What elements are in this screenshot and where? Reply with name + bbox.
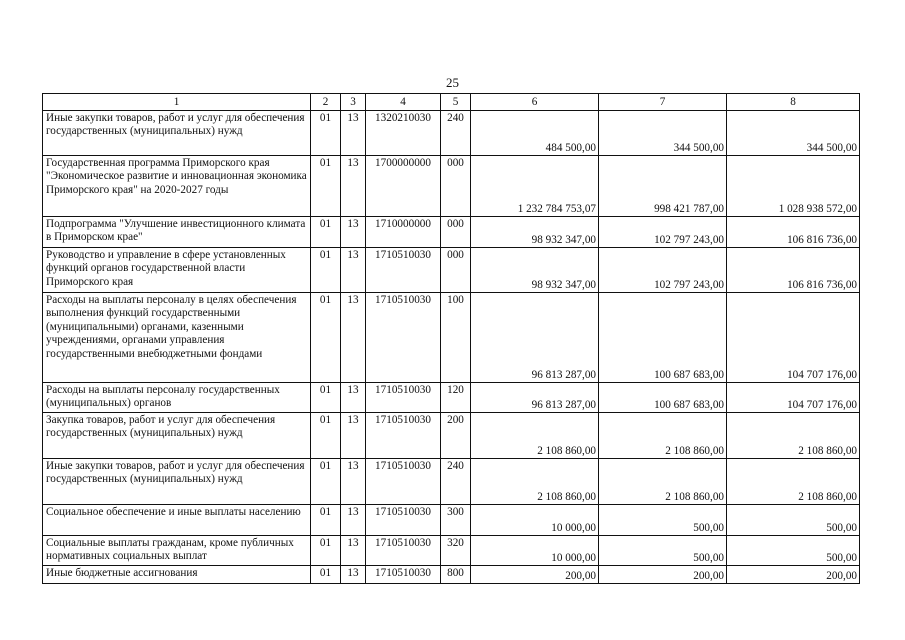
- amount-col-8: 104 707 176,00: [727, 293, 860, 383]
- section-code: 01: [311, 536, 341, 566]
- target-article-code: 1710510030: [366, 505, 441, 536]
- table-row: [43, 505, 860, 536]
- amount-col-8: 500,00: [727, 536, 860, 566]
- section-code: 01: [311, 413, 341, 459]
- expense-type-code: 240: [441, 111, 471, 156]
- table-header-row: [43, 94, 860, 111]
- table-row: [43, 293, 860, 383]
- table-row: [43, 566, 860, 584]
- section-code: 01: [311, 459, 341, 505]
- row-name: Социальное обеспечение и иные выплаты населению: [43, 505, 311, 536]
- expense-type-code: 320: [441, 536, 471, 566]
- row-name: Государственная программа Приморского края "Экономическое развитие и инновационная экономика Приморского края" на 2020-2027 годы: [43, 156, 311, 217]
- amount-col-7: 2 108 860,00: [599, 459, 727, 505]
- row-name: Закупка товаров, работ и услуг для обеспечения государственных (муниципальных) нужд: [43, 413, 311, 459]
- subsection-code: 13: [341, 248, 366, 293]
- target-article-code: 1710510030: [366, 459, 441, 505]
- amount-col-6: 484 500,00: [471, 111, 599, 156]
- section-code: 01: [311, 293, 341, 383]
- table-row: [43, 459, 860, 505]
- section-code: 01: [311, 111, 341, 156]
- subsection-code: 13: [341, 413, 366, 459]
- expense-type-code: 240: [441, 459, 471, 505]
- target-article-code: 1710510030: [366, 566, 441, 584]
- budget-table: [42, 93, 860, 584]
- table-row: [43, 111, 860, 156]
- column-header: 6: [471, 94, 599, 111]
- amount-col-7: 100 687 683,00: [599, 383, 727, 413]
- expense-type-code: 120: [441, 383, 471, 413]
- expense-type-code: 000: [441, 156, 471, 217]
- row-name: Иные бюджетные ассигнования: [43, 566, 311, 584]
- section-code: 01: [311, 566, 341, 584]
- target-article-code: 1700000000: [366, 156, 441, 217]
- target-article-code: 1320210030: [366, 111, 441, 156]
- column-header: 3: [341, 94, 366, 111]
- subsection-code: 13: [341, 383, 366, 413]
- amount-col-8: 2 108 860,00: [727, 413, 860, 459]
- amount-col-6: 10 000,00: [471, 536, 599, 566]
- amount-col-7: 102 797 243,00: [599, 217, 727, 248]
- amount-col-8: 106 816 736,00: [727, 248, 860, 293]
- target-article-code: 1710510030: [366, 248, 441, 293]
- column-header: 4: [366, 94, 441, 111]
- amount-col-6: 200,00: [471, 566, 599, 584]
- section-code: 01: [311, 248, 341, 293]
- subsection-code: 13: [341, 156, 366, 217]
- amount-col-7: 102 797 243,00: [599, 248, 727, 293]
- amount-col-7: 2 108 860,00: [599, 413, 727, 459]
- section-code: 01: [311, 383, 341, 413]
- table-row: [43, 383, 860, 413]
- amount-col-6: 98 932 347,00: [471, 248, 599, 293]
- subsection-code: 13: [341, 566, 366, 584]
- amount-col-7: 500,00: [599, 505, 727, 536]
- amount-col-7: 500,00: [599, 536, 727, 566]
- expense-type-code: 300: [441, 505, 471, 536]
- expense-type-code: 800: [441, 566, 471, 584]
- amount-col-7: 344 500,00: [599, 111, 727, 156]
- amount-col-7: 200,00: [599, 566, 727, 584]
- expense-type-code: 200: [441, 413, 471, 459]
- amount-col-8: 344 500,00: [727, 111, 860, 156]
- table-row: [43, 536, 860, 566]
- expense-type-code: 000: [441, 248, 471, 293]
- column-header: 8: [727, 94, 860, 111]
- row-name: Подпрограмма "Улучшение инвестиционного климата в Приморском крае": [43, 217, 311, 248]
- amount-col-6: 2 108 860,00: [471, 413, 599, 459]
- target-article-code: 1710510030: [366, 293, 441, 383]
- row-name: Социальные выплаты гражданам, кроме публичных нормативных социальных выплат: [43, 536, 311, 566]
- column-header: 2: [311, 94, 341, 111]
- amount-col-6: 98 932 347,00: [471, 217, 599, 248]
- row-name: Иные закупки товаров, работ и услуг для обеспечения государственных (муниципальных) нужд: [43, 111, 311, 156]
- subsection-code: 13: [341, 459, 366, 505]
- amount-col-6: 1 232 784 753,07: [471, 156, 599, 217]
- section-code: 01: [311, 217, 341, 248]
- row-name: Руководство и управление в сфере установленных функций органов государственной власти Приморского края: [43, 248, 311, 293]
- subsection-code: 13: [341, 217, 366, 248]
- target-article-code: 1710510030: [366, 536, 441, 566]
- column-header: 5: [441, 94, 471, 111]
- expense-type-code: 000: [441, 217, 471, 248]
- table-row: [43, 413, 860, 459]
- section-code: 01: [311, 156, 341, 217]
- column-header: 7: [599, 94, 727, 111]
- subsection-code: 13: [341, 536, 366, 566]
- amount-col-7: 998 421 787,00: [599, 156, 727, 217]
- subsection-code: 13: [341, 293, 366, 383]
- section-code: 01: [311, 505, 341, 536]
- amount-col-6: 96 813 287,00: [471, 293, 599, 383]
- table-row: [43, 156, 860, 217]
- page-number: 25: [446, 75, 459, 90]
- amount-col-8: 500,00: [727, 505, 860, 536]
- amount-col-8: 104 707 176,00: [727, 383, 860, 413]
- subsection-code: 13: [341, 505, 366, 536]
- amount-col-6: 10 000,00: [471, 505, 599, 536]
- amount-col-7: 100 687 683,00: [599, 293, 727, 383]
- row-name: Расходы на выплаты персоналу в целях обеспечения выполнения функций государственными (муниципальными) органами, казенными учреждениями, органами управления государственными внебюджетными фондами: [43, 293, 311, 383]
- amount-col-6: 96 813 287,00: [471, 383, 599, 413]
- amount-col-8: 200,00: [727, 566, 860, 584]
- amount-col-8: 2 108 860,00: [727, 459, 860, 505]
- amount-col-6: 2 108 860,00: [471, 459, 599, 505]
- row-name: Расходы на выплаты персоналу государственных (муниципальных) органов: [43, 383, 311, 413]
- subsection-code: 13: [341, 111, 366, 156]
- amount-col-8: 106 816 736,00: [727, 217, 860, 248]
- column-header: 1: [43, 94, 311, 111]
- target-article-code: 1710510030: [366, 413, 441, 459]
- target-article-code: 1710510030: [366, 383, 441, 413]
- row-name: Иные закупки товаров, работ и услуг для обеспечения государственных (муниципальных) нужд: [43, 459, 311, 505]
- table-row: [43, 248, 860, 293]
- table-row: [43, 217, 860, 248]
- target-article-code: 1710000000: [366, 217, 441, 248]
- amount-col-8: 1 028 938 572,00: [727, 156, 860, 217]
- expense-type-code: 100: [441, 293, 471, 383]
